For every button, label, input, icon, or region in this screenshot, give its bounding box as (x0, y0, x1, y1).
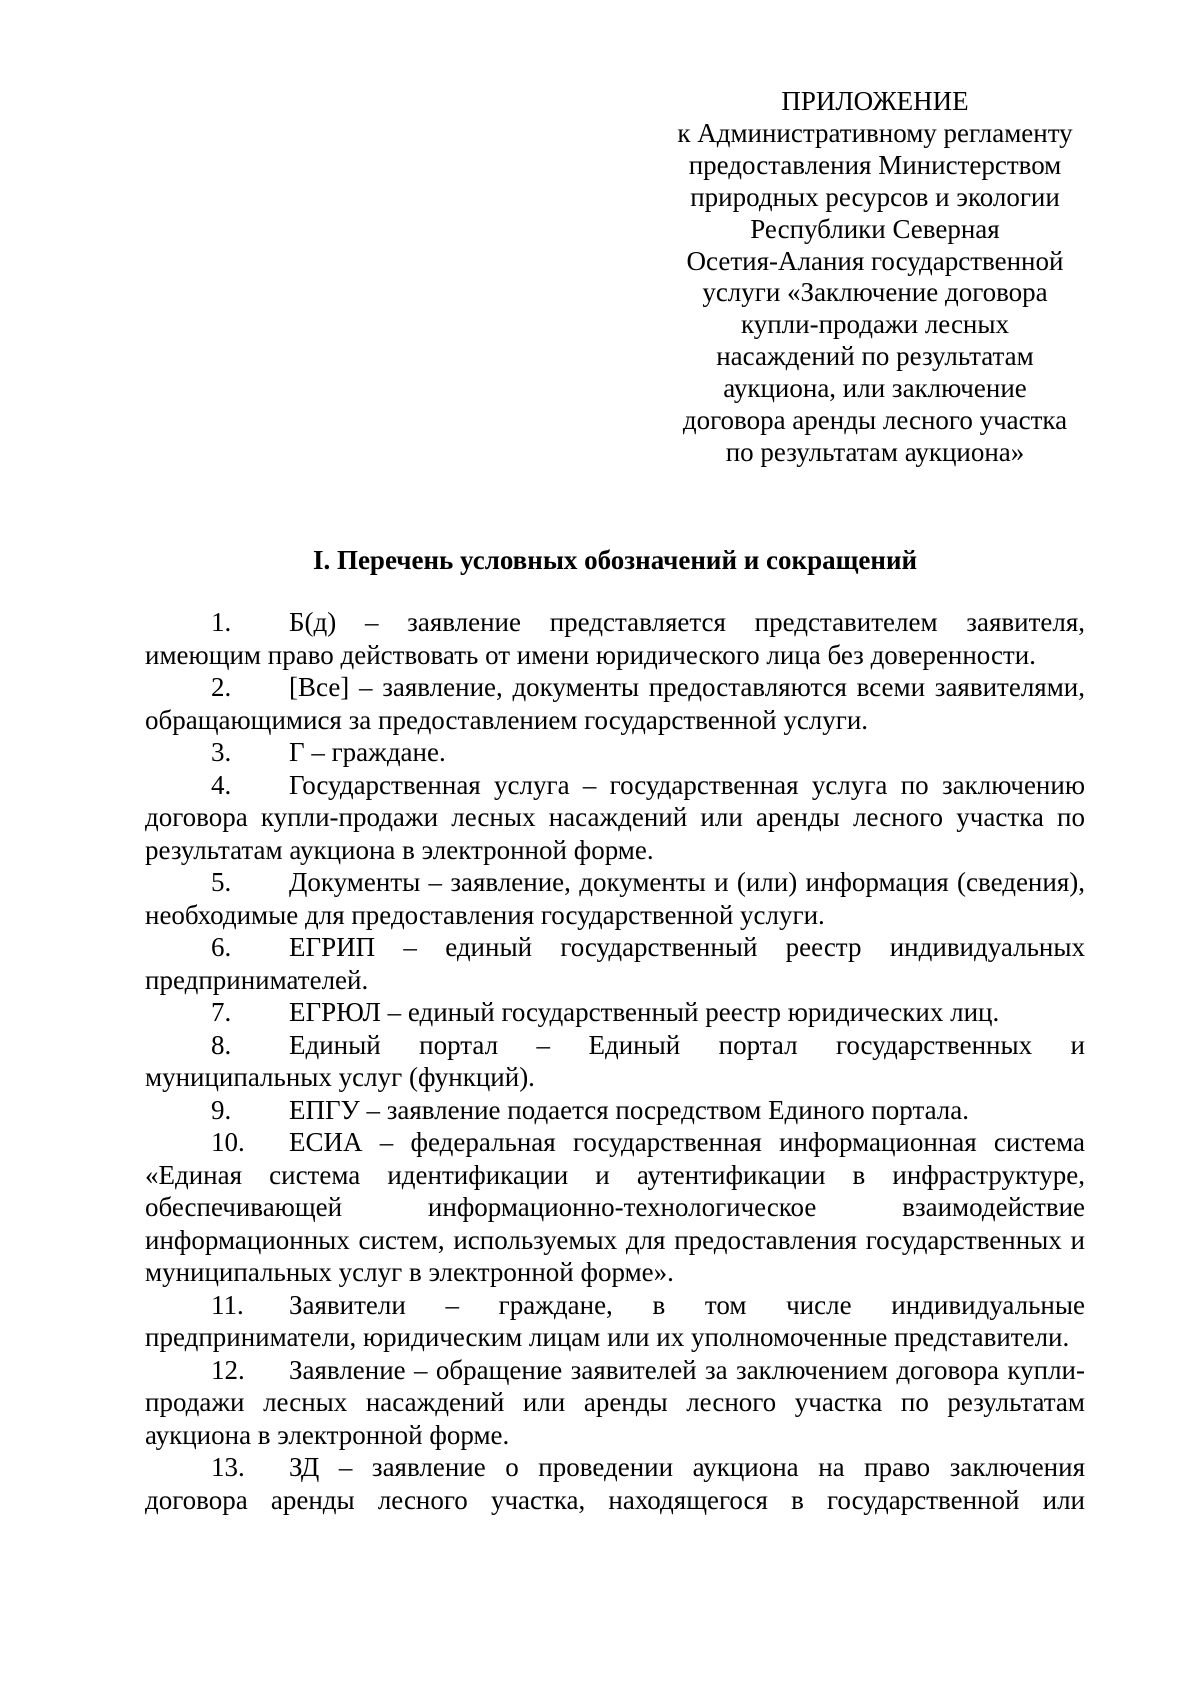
definition-number: 8. (211, 1029, 232, 1060)
definition-item (145, 606, 1085, 671)
definition-item (145, 1451, 1085, 1516)
definition-number: 1. (211, 607, 232, 637)
definition-number: 3. (211, 737, 232, 767)
appendix-line: предоставления Министерством (688, 149, 1062, 180)
definition-number: 6. (211, 932, 232, 962)
definition-item (145, 1029, 1085, 1094)
appendix-header (665, 86, 1085, 469)
definition-item (145, 1289, 1085, 1354)
appendix-line: Осетия-Алания государственной (686, 245, 1064, 276)
definition-item (145, 931, 1085, 996)
definition-number: 11. (211, 1289, 244, 1320)
definition-item (145, 671, 1085, 736)
definition-text: Государственная услуга – государственная услуга по заключению договора купли-продажи лесных насаждений или аренды лесного участка по результатам аукциона в электронной форме. (145, 769, 1085, 865)
appendix-line: купли-продажи лесных (740, 309, 1010, 340)
definition-number: 2. (211, 672, 232, 702)
definition-text: ЕГРЮЛ – единый государственный реестр юридических лиц. (289, 997, 1000, 1027)
definition-text: [Все] – заявление, документы предоставляются всеми заявителями, обращающимися за предоставлением государственной услуги. (145, 672, 1085, 735)
definition-number: 9. (211, 1094, 232, 1125)
appendix-line: аукциона, или заключение (723, 373, 1027, 404)
appendix-title: ПРИЛОЖЕНИЕ (781, 86, 969, 116)
definition-text: Заявители – граждане, в том числе индивидуальные предприниматели, юридическим лицам или их уполномоченные представители. (145, 1289, 1085, 1352)
definition-item (145, 1094, 1085, 1127)
definition-text: ЗД – заявление о проведении аукциона на право заключения договора аренды лесного участка, находящегося в государственной или (145, 1452, 1085, 1515)
definitions-list (145, 606, 1085, 1516)
definition-number: 5. (211, 867, 232, 897)
definition-number: 10. (211, 1127, 245, 1157)
definition-item (145, 769, 1085, 867)
definition-item (145, 736, 1085, 769)
definition-number: 12. (211, 1354, 245, 1385)
appendix-line: услуги «Заключение договора (702, 277, 1048, 308)
definition-text: Г – граждане. (289, 737, 446, 767)
definition-number: 4. (211, 769, 232, 800)
definition-text: Б(д) – заявление представляется представителем заявителя, имеющим право действовать от имени юридического лица без доверенности. (145, 607, 1085, 670)
appendix-line: насаждений по результатам (716, 341, 1034, 372)
definition-number: 7. (211, 997, 232, 1027)
definition-number: 13. (211, 1452, 245, 1482)
definition-item (145, 1354, 1085, 1452)
definition-item (145, 996, 1085, 1029)
definition-item (145, 866, 1085, 931)
section-title: I. Перечень условных обозначений и сокращений (312, 545, 918, 575)
definition-text: Заявление – обращение заявителей за заключением договора купли-продажи лесных насаждений или аренды лесного участка по результатам аукциона в электронной форме. (145, 1354, 1085, 1450)
definition-text: Документы – заявление, документы и (или) информация (сведения), необходимые для предоставления государственной услуги. (145, 867, 1085, 930)
definition-text: ЕГРИП – единый государственный реестр индивидуальных предпринимателей. (145, 932, 1085, 995)
appendix-line: к Административному регламенту (677, 117, 1073, 148)
appendix-line: договора аренды лесного участка (682, 405, 1068, 436)
definition-item (145, 1126, 1085, 1289)
appendix-line: Республики Северная (750, 213, 1000, 244)
definition-text: ЕПГУ – заявление подается посредством Единого портала. (289, 1094, 969, 1125)
appendix-line: природных ресурсов и экологии (690, 181, 1060, 212)
definition-text: ЕСИА – федеральная государственная информационная система «Единая система идентификации и аутентификации в инфраструктуре, обеспечивающей информационно-технологическое взаимодействие информационных систем, используемых для предоставления государственных и муниципальных услуг в электронной форме». (145, 1127, 1085, 1287)
appendix-line: по результатам аукциона» (725, 436, 1025, 467)
definition-text: Единый портал – Единый портал государственных и муниципальных услуг (функций). (145, 1029, 1085, 1092)
